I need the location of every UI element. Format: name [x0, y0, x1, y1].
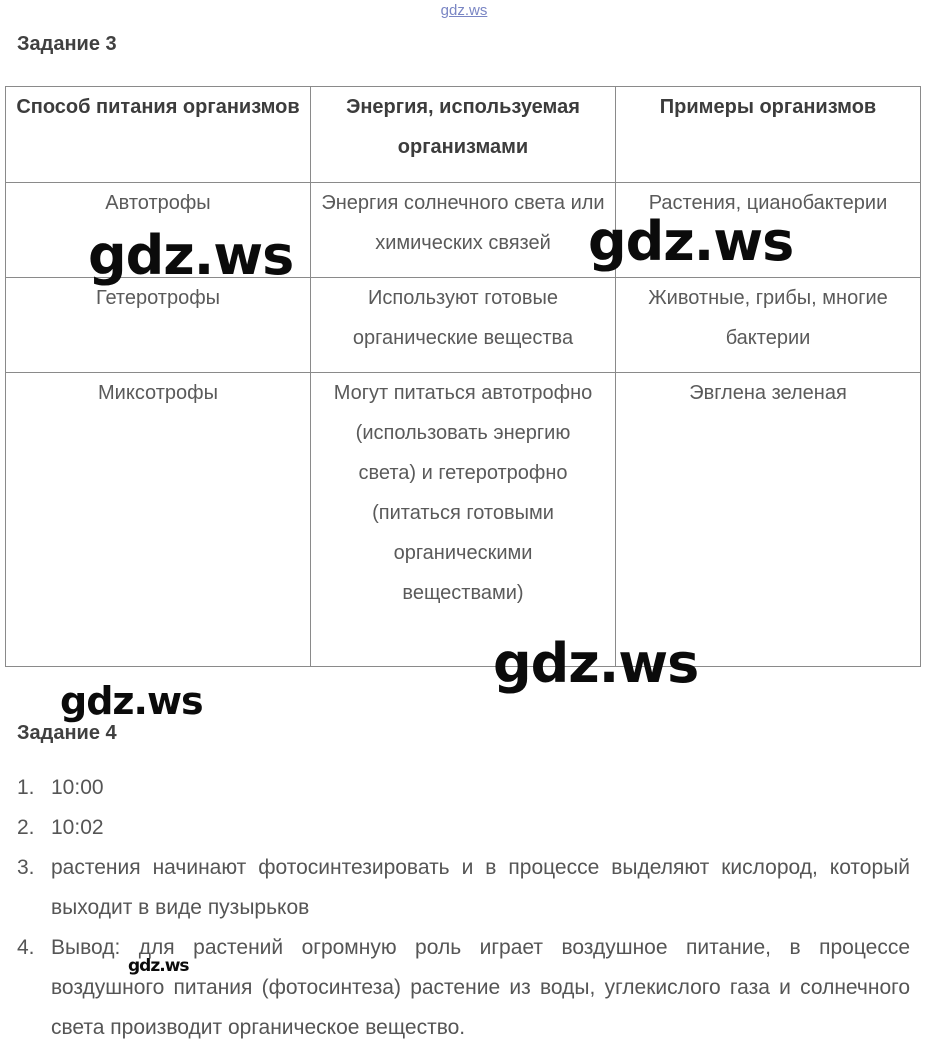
item-number: 2.	[17, 816, 35, 839]
header-cell: Примеры организмов	[616, 87, 921, 183]
list-item	[17, 848, 910, 928]
watermark: gdz.ws	[128, 956, 189, 976]
item-number: 3.	[17, 856, 35, 879]
watermark: gdz.ws	[493, 632, 699, 695]
table-header-row	[6, 87, 921, 183]
answers-list	[17, 768, 910, 1048]
table-row	[6, 373, 921, 667]
watermark: gdz.ws	[60, 679, 203, 723]
item-number: 4.	[17, 936, 35, 959]
item-text: растения начинают фотосинтезировать и в процессе выделяют кислород, который выходит в виде пузырьков	[51, 856, 910, 919]
table-cell: Используют готовые органические вещества	[311, 278, 616, 373]
item-number: 1.	[17, 776, 35, 799]
table-cell: Животные, грибы, многие бактерии	[616, 278, 921, 373]
watermark: gdz.ws	[88, 224, 294, 287]
item-text: 10:00	[51, 776, 104, 799]
header-cell: Энергия, используемая организмами	[311, 87, 616, 183]
list-item	[17, 768, 910, 808]
task-3-title: Задание 3	[17, 33, 117, 55]
table-cell: Миксотрофы	[6, 373, 311, 667]
header-cell: Способ питания организмов	[6, 87, 311, 183]
item-text: 10:02	[51, 816, 104, 839]
item-text: Вывод: для растений огромную роль играет воздушное питание, в процессе воздушного питания (фотосинтеза) растение из воды, углекислого газа и солнечного света производит органическое вещество.	[51, 936, 910, 1039]
list-item	[17, 808, 910, 848]
nutrition-table	[5, 86, 921, 667]
table-row	[6, 278, 921, 373]
table-cell: Могут питаться автотрофно (использовать энергию света) и гетеротрофно (питаться готовыми органическими веществами)	[311, 373, 616, 667]
watermark: gdz.ws	[588, 210, 794, 273]
table-cell: Эвглена зеленая	[616, 373, 921, 667]
top-watermark: gdz.ws	[440, 2, 488, 19]
list-item	[17, 928, 910, 1048]
table-cell: Растения, цианобактерии	[616, 183, 921, 278]
table-cell: Энергия солнечного света или химических связей	[311, 183, 616, 278]
table-cell: Автотрофы	[6, 183, 311, 278]
table-cell: Гетеротрофы	[6, 278, 311, 373]
task-4-title: Задание 4	[17, 722, 117, 744]
